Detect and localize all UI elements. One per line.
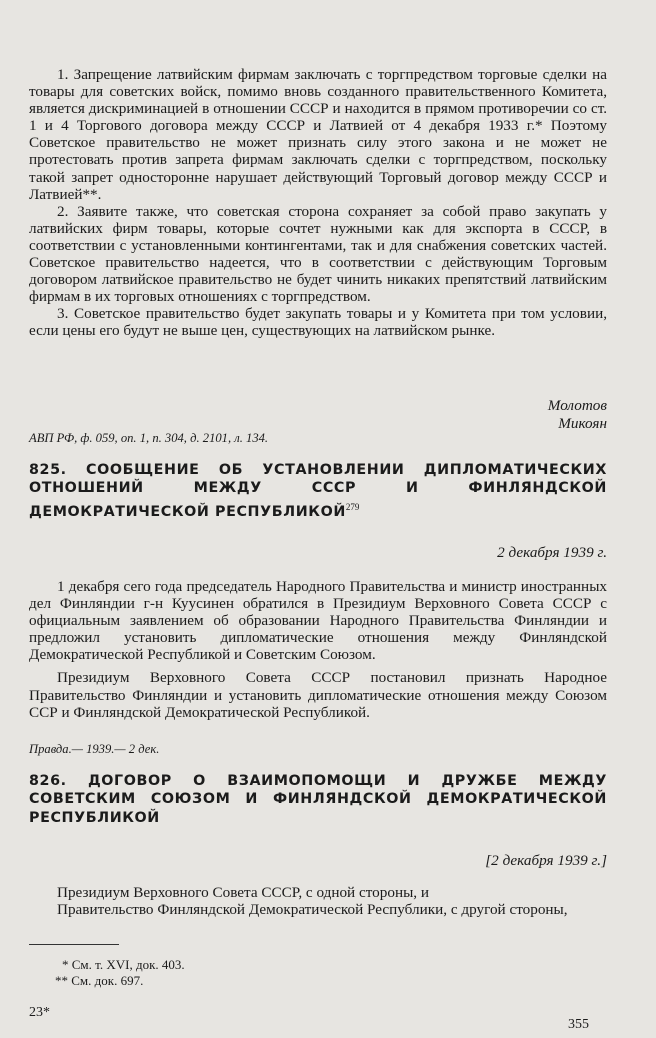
pravda-source: Правда.— 1939.— 2 дек. xyxy=(29,742,160,756)
footnote-1: * См. т. XVI, док. 403. xyxy=(62,957,185,972)
doc-825-heading-text: 825. СООБЩЕНИЕ ОБ УСТАНОВЛЕНИИ ДИПЛОМАТИЧЕСКИХ ОТНОШЕНИЙ МЕЖДУ СССР И ФИНЛЯНДСКОЙ ДЕМОКРАТИЧЕСКОЙ РЕСПУБЛИКОЙ xyxy=(29,462,607,520)
printer-signature-mark: 23* xyxy=(29,1005,50,1020)
doc-826-paragraph-1: Президиум Верховного Совета СССР, с одной стороны, и xyxy=(57,884,429,901)
source-block-1 xyxy=(29,431,607,446)
doc-825-note-ref: 279 xyxy=(345,501,360,512)
doc-825-date-block xyxy=(29,544,607,562)
paragraph-3: 3. Советское правительство будет закупать товары и у Комитета при том условии, если цены его будут не выше цен, существующих на латвийском рынке. xyxy=(29,305,607,340)
doc-825-body xyxy=(29,578,607,721)
archive-source: АВП РФ, ф. 059, оп. 1, п. 304, д. 2101, л. 134. xyxy=(29,431,269,445)
footnote-2: ** См. док. 697. xyxy=(55,972,144,988)
doc-825-paragraph-1: 1 декабря сего года председатель Народного Правительства и министр иностранных дел Финляндии г-н Куусинен обратился в Президиум Верховного Совета СССР с официальным заявлением об образовании Народного Правительства Финляндии и предложил установить дипломатические отношения между Финляндской Демократической Республикой и Советским Союзом. xyxy=(29,578,607,664)
top-text-block xyxy=(29,66,607,340)
doc-826-body xyxy=(29,884,607,918)
doc-826-paragraph-2: Правительство Финляндской Демократической Республики, с другой стороны, xyxy=(57,901,568,919)
footnote-divider xyxy=(29,944,119,945)
doc-825-heading-block xyxy=(29,461,607,521)
doc-826-heading-block xyxy=(29,772,607,827)
signature-molotov: Молотов xyxy=(547,397,607,414)
page-number: 355 xyxy=(568,1017,589,1032)
source-block-2 xyxy=(29,742,607,757)
signature-mikoyan: Микоян xyxy=(558,415,607,432)
doc-825-date: 2 декабря 1939 г. xyxy=(497,544,607,561)
doc-826-date: [2 декабря 1939 г.] xyxy=(485,852,607,869)
paragraph-1: 1. Запрещение латвийским фирмам заключать с торгпредством торговые сделки на товары для советских войск, помимо вновь созданного правительственного Комитета, является дискриминацией в отношении СССР и находится в прямом противоречии со ст. 1 и 4 Торгового договора между СССР и Латвией от 4 декабря 1933 г.* Поэтому Советское правительство не может признать силу этого закона и не может не протестовать против запрета фирмам заключать сделки с торгпредством, поскольку такой запрет односторонне нарушает действующий Торговый договор между СССР и Латвией**. xyxy=(29,66,607,203)
signature-block xyxy=(29,397,607,433)
doc-826-date-block xyxy=(29,852,607,870)
doc-826-heading: 826. ДОГОВОР О ВЗАИМОПОМОЩИ И ДРУЖБЕ МЕЖДУ СОВЕТСКИМ СОЮЗОМ И ФИНЛЯНДСКОЙ ДЕМОКРАТИЧЕСКОЙ РЕСПУБЛИКОЙ xyxy=(29,773,607,826)
paragraph-2: 2. Заявите также, что советская сторона сохраняет за собой право закупать у латвийских фирм товары, которые сочтет нужными как для экспорта в СССР, в соответствии с установленными контингентами, так и для снабжения советских частей. Советское правительство надеется, что в соответствии с действующим Торговым договором латвийское правительство не будет чинить никаких препятствий латвийским фирмам в их торговых отношениях с торгпредством. xyxy=(29,202,607,306)
doc-825-heading xyxy=(29,461,607,521)
footnotes-block xyxy=(29,957,607,988)
doc-825-paragraph-2: Президиум Верховного Совета СССР постановил признать Народное Правительство Финляндии и установить дипломатические отношения между Союзом ССР и Финляндской Демократической Республикой. xyxy=(29,669,607,721)
